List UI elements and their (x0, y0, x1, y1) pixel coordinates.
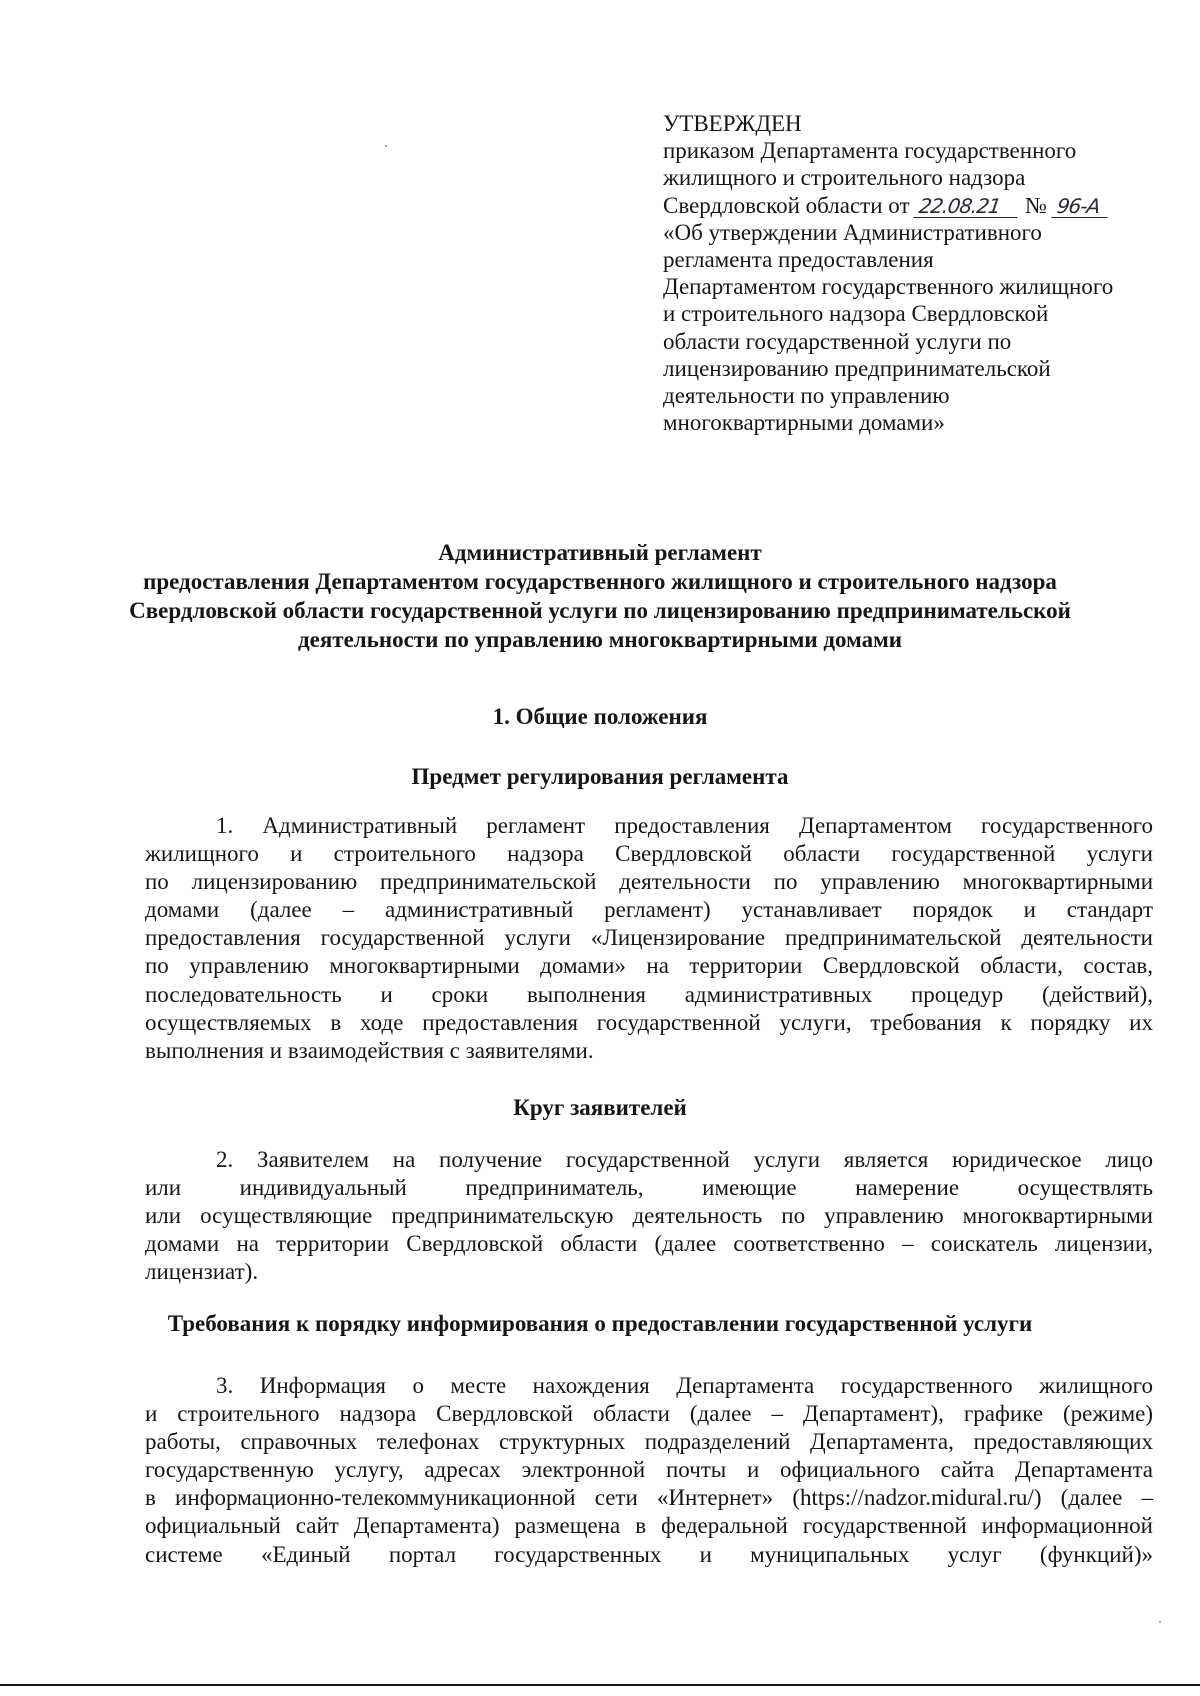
paragraph-line: по управлению многоквартирными домами» на территории Свердловской области, состав, (145, 953, 1153, 979)
approval-line: области государственной услуги по (663, 328, 1012, 354)
title-line: деятельности по управлению многоквартирными домами (297, 627, 903, 652)
paragraph-line: 1. Административный регламент предоставления Департаментом государственного (216, 813, 1153, 838)
paragraph-line: по лицензированию предпринимательской деятельности по управлению многоквартирными (145, 869, 1153, 895)
section-heading-general: 1. Общие положения (492, 704, 708, 729)
approval-line: деятельности по управлению (663, 383, 950, 409)
page-bottom-edge (0, 1684, 1200, 1686)
subheading-applicants: Круг заявителей (513, 1095, 687, 1120)
approval-line: приказом Департамента государственного (663, 138, 1077, 164)
paragraph-line: жилищного и строительного надзора Свердловской области государственной услуги (145, 841, 1153, 867)
paragraph-line: последовательность и сроки выполнения административных процедур (действий), (145, 981, 1153, 1007)
paragraph-line: системе «Единый портал государственных и муниципальных услуг (функций)» (145, 1541, 1153, 1567)
paragraph-line: осуществляемых в ходе предоставления государственной услуги, требования к порядку их (145, 1009, 1153, 1035)
paragraph-line: домами (далее – административный регламент) устанавливает порядок и стандарт (145, 897, 1153, 923)
paragraph-line: в информационно-телекоммуникационной сети «Интернет» (https://nadzor.midural.ru/) (далее – (145, 1485, 1153, 1511)
paragraph-line: 3. Информация о месте нахождения Департамента государственного жилищного (216, 1373, 1153, 1398)
subheading-informing: Требования к порядку информирования о предоставлении государственной услуги (167, 1311, 1033, 1336)
title-line: предоставления Департаментом государственного жилищного и строительного надзора (143, 569, 1057, 594)
approval-line: многоквартирными домами» (663, 410, 945, 436)
approval-line: «Об утверждении Административного (663, 219, 1042, 245)
approval-date-prefix: Свердловской области от (663, 192, 910, 218)
paragraph-line: и строительного надзора Свердловской области (далее – Департамент), графике (режиме) (145, 1401, 1153, 1427)
paragraph-line: домами на территории Свердловской области (далее соответственно – соискатель лицензии, (145, 1231, 1153, 1257)
approval-heading: УТВЕРЖДЕН (663, 111, 802, 136)
subheading-subject: Предмет регулирования регламента (411, 764, 789, 789)
approval-line: жилищного и строительного надзора (663, 165, 1026, 191)
approval-line: регламента предоставления (663, 247, 934, 273)
paragraph-line: лицензиат). (145, 1259, 259, 1285)
title-line: Административный регламент (438, 540, 762, 565)
paragraph-line: или осуществляющие предпринимательскую деятельность по управлению многоквартирными (145, 1203, 1153, 1229)
handwritten-number: 96-А (1051, 195, 1110, 218)
paragraph-line: официальный сайт Департамента) размещена в федеральной государственной информационной (145, 1513, 1153, 1539)
paragraph-line: государственную услугу, адресах электронной почты и официального сайта Департамента (145, 1457, 1153, 1483)
number-sign: № (1025, 192, 1047, 218)
paragraph-line: выполнения и взаимодействия с заявителями. (145, 1037, 594, 1063)
paragraph-line: 2. Заявителем на получение государственной услуги является юридическое лицо (216, 1147, 1153, 1172)
approval-line: и строительного надзора Свердловской (663, 301, 1049, 327)
paragraph-line: работы, справочных телефонах структурных подразделений Департамента, предоставляющих (145, 1429, 1153, 1455)
paragraph-line: предоставления государственной услуги «Лицензирование предпринимательской деятельности (145, 925, 1153, 951)
paragraph-line: или индивидуальный предприниматель, имеющие намерение осуществлять (145, 1175, 1153, 1201)
handwritten-date: 22.08.21 (914, 195, 1021, 218)
approval-line: Департаментом государственного жилищного (663, 274, 1114, 300)
approval-line: лицензированию предпринимательской (663, 355, 1051, 381)
title-line: Свердловской области государственной услуги по лицензированию предпринимательской (129, 598, 1071, 623)
